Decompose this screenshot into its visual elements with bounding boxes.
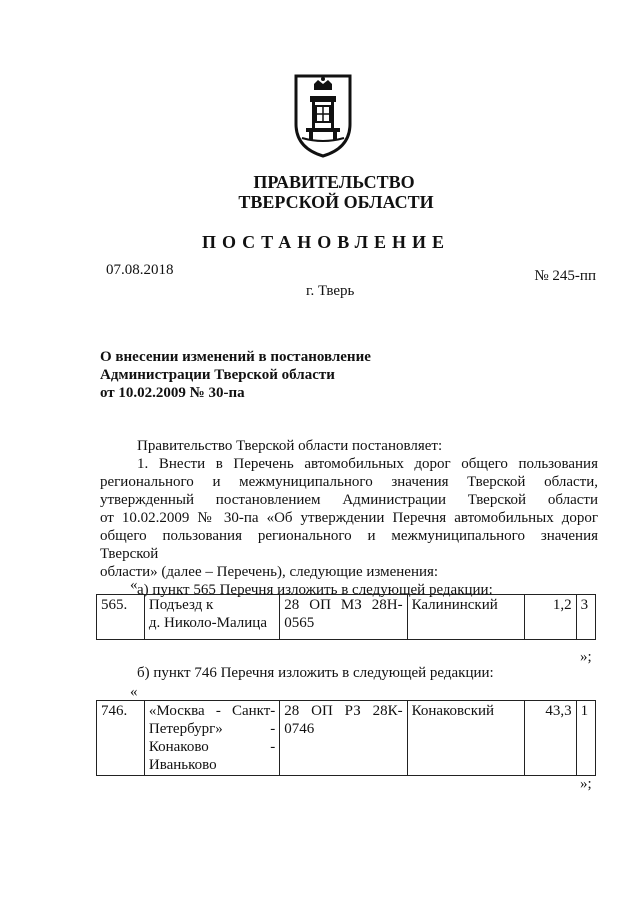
coat-of-arms-emblem xyxy=(292,72,354,158)
closing-quote: »; xyxy=(580,649,592,665)
paragraph-line: от 10.02.2009 № 30-па «Об утверждении Перечня автомобильных дорог xyxy=(100,510,598,526)
subject-line: от 10.02.2009 № 30-па xyxy=(100,385,245,401)
intro-paragraph: Правительство Тверской области постановляет: xyxy=(137,438,443,454)
government-name-line2: ТВЕРСКОЙ ОБЛАСТИ xyxy=(238,192,434,212)
subject-line: О внесении изменений в постановление xyxy=(100,349,371,365)
government-name-line1: ПРАВИТЕЛЬСТВО xyxy=(253,172,415,192)
cell-road-code xyxy=(280,595,407,640)
road-code-line: 0746 xyxy=(284,721,315,737)
document-body xyxy=(100,437,598,599)
paragraph-line: 1. Внести в Перечень автомобильных дорог общего пользования xyxy=(137,456,598,472)
road-name-line: д. Николо-Малица xyxy=(148,615,267,631)
road-name-line: Конаково - xyxy=(148,739,276,755)
road-table-item-565 xyxy=(96,594,596,640)
cell-district: Калининский xyxy=(407,595,524,640)
cell-category: 1 xyxy=(576,701,595,776)
table-row xyxy=(97,595,596,640)
document-date: 07.08.2018 xyxy=(106,262,174,278)
road-name-line: Подъезд к xyxy=(148,597,214,613)
cell-length: 1,2 xyxy=(524,595,576,640)
road-name-line: «Москва - Санкт- xyxy=(148,703,276,719)
opening-quote: « xyxy=(130,577,138,593)
cell-district: Конаковский xyxy=(407,701,524,776)
closing-quote: »; xyxy=(580,776,592,792)
road-name-line: Петербург» - xyxy=(148,721,276,737)
document-subject xyxy=(100,348,371,402)
document-city: г. Тверь xyxy=(306,283,355,299)
paragraph-line: общего пользования регионального и межмуниципального значения Тверской xyxy=(100,528,598,562)
cell-number: 565. xyxy=(97,595,145,640)
road-code-line: 28 ОП МЗ 28Н- xyxy=(284,597,403,613)
item-a-text: а) пункт 565 Перечня изложить в следующей редакции: xyxy=(137,582,493,598)
cell-road-name xyxy=(144,595,279,640)
opening-quote: « xyxy=(130,684,138,700)
road-code-line: 28 ОП РЗ 28К- xyxy=(284,703,403,719)
cell-road-code xyxy=(280,701,407,776)
paragraph-line: регионального и межмуниципального значения Тверской области, xyxy=(100,474,598,490)
paragraph-line: утвержденный постановлением Администрации Тверской области xyxy=(100,492,598,508)
item-b-text: б) пункт 746 Перечня изложить в следующей редакции: xyxy=(137,665,494,681)
road-name-line: Иваньково xyxy=(148,757,217,773)
table-row xyxy=(97,701,596,776)
document-type-heading: ПОСТАНОВЛЕНИЕ xyxy=(201,232,451,252)
road-table-item-746 xyxy=(96,700,596,776)
subject-line: Администрации Тверской области xyxy=(100,367,335,383)
document-number: № 245-пп xyxy=(534,268,596,284)
cell-length: 43,3 xyxy=(524,701,576,776)
road-code-line: 0565 xyxy=(284,615,315,631)
cell-number: 746. xyxy=(97,701,145,776)
cell-road-name xyxy=(144,701,279,776)
paragraph-line: области» (далее – Перечень), следующие изменения: xyxy=(100,564,439,580)
cell-category: 3 xyxy=(576,595,595,640)
